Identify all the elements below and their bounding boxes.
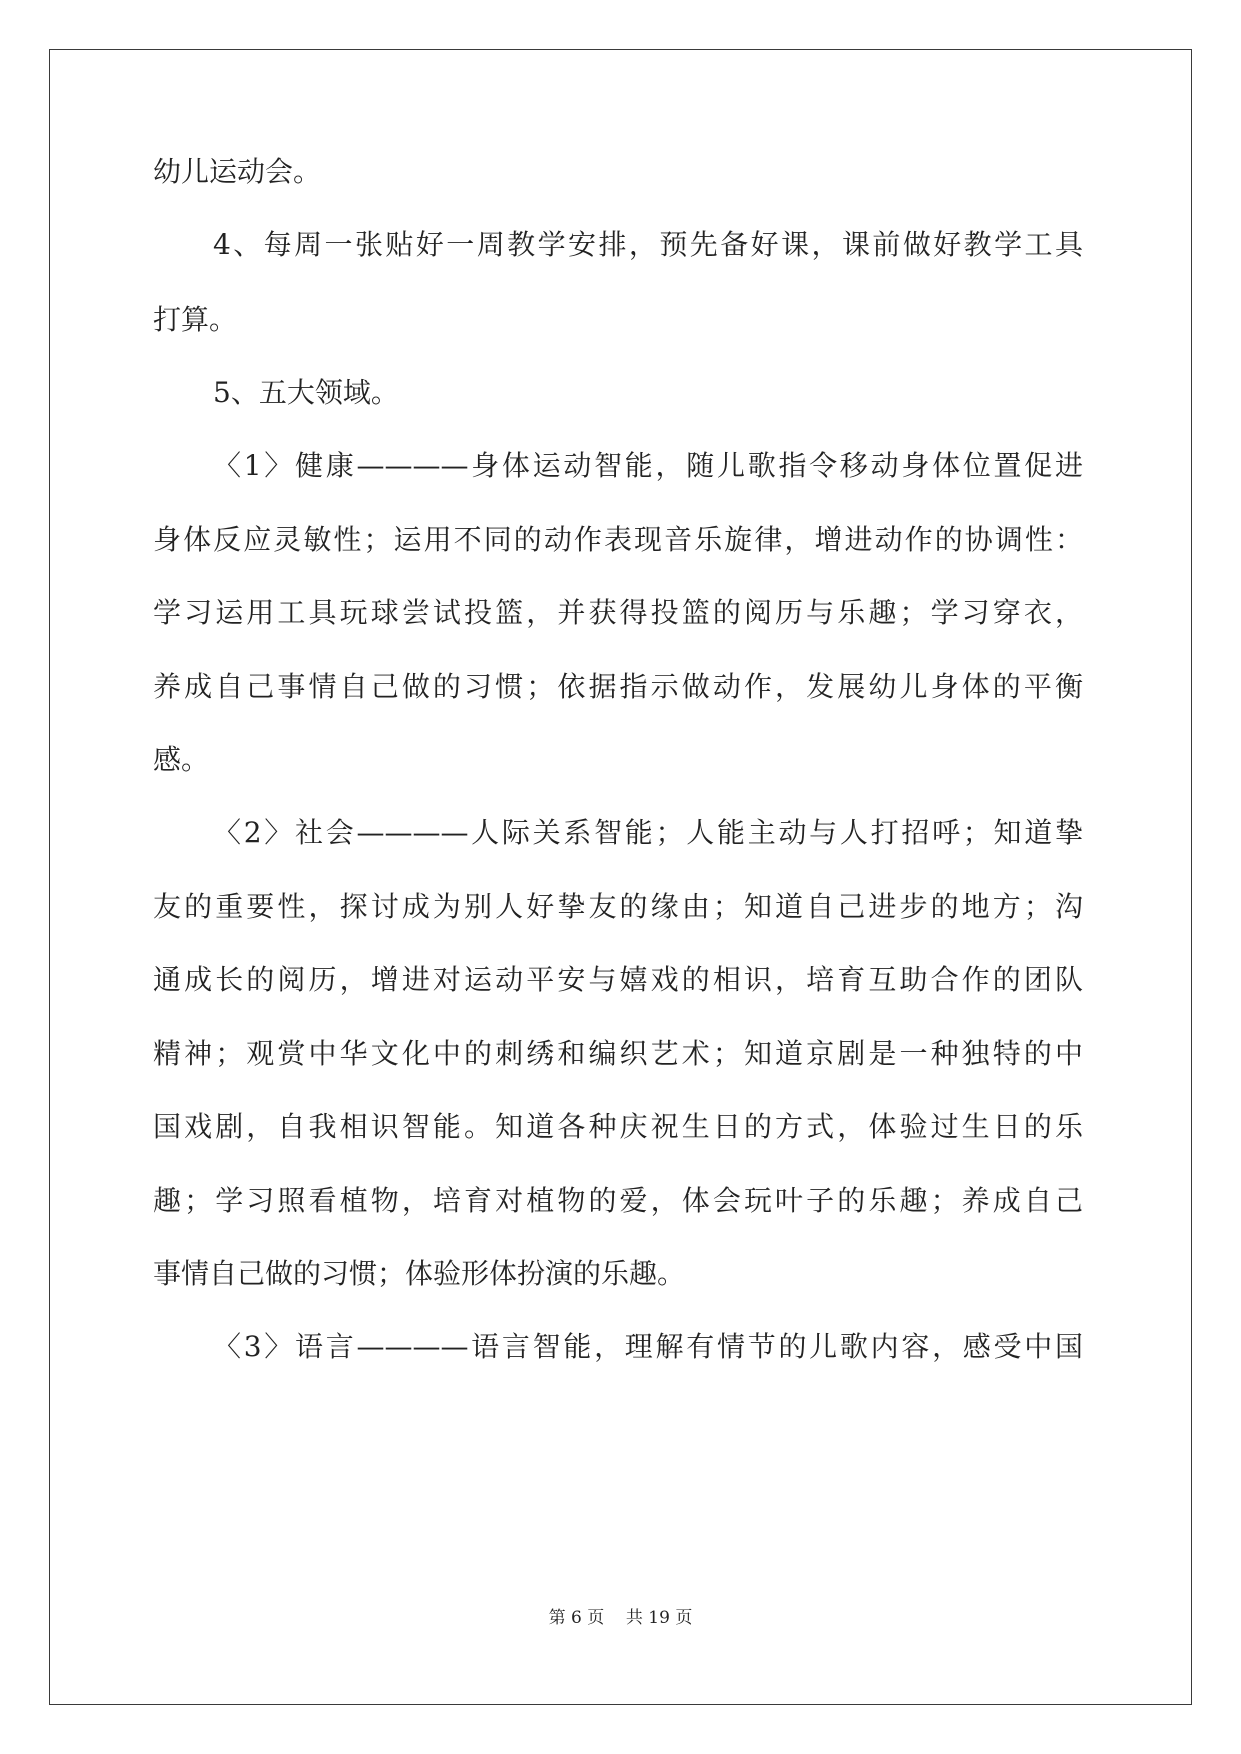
text-line: 4、每周一张贴好一周教学安排，预先备好课，课前做好教学工具 [213,228,1083,261]
text-line: 打算。 [153,303,238,336]
text-line: 友的重要性，探讨成为别人好挚友的缘由；知道自己进步的地方；沟 [153,890,1083,923]
page-footer: 第 6 页 共 19 页 [548,1608,693,1628]
text-line: 国戏剧，自我相识智能。知道各种庆祝生日的方式，体验过生日的乐 [153,1110,1083,1143]
text-line: 〈3〉语言————语言智能，理解有情节的儿歌内容，感受中国 [213,1330,1083,1363]
text-line: 学习运用工具玩球尝试投篮，并获得投篮的阅历与乐趣；学习穿衣， [153,596,1083,629]
text-line: 趣；学习照看植物，培育对植物的爱，体会玩叶子的乐趣；养成自己 [153,1184,1083,1217]
text-line: 〈1〉健康————身体运动智能，随儿歌指令移动身体位置促进 [213,449,1083,482]
text-line: 精神；观赏中华文化中的刺绣和编织艺术；知道京剧是一种独特的中 [153,1037,1083,1070]
text-line: 养成自己事情自己做的习惯；依据指示做动作，发展幼儿身体的平衡 [153,670,1083,703]
text-line: 〈2〉社会————人际关系智能；人能主动与人打招呼；知道挚 [213,816,1083,849]
text-line: 感。 [153,743,210,776]
text-line: 身体反应灵敏性；运用不同的动作表现音乐旋律，增进动作的协调性： [153,523,1083,556]
text-line: 事情自己做的习惯；体验形体扮演的乐趣。 [153,1257,686,1290]
text-line: 5、五大领域。 [213,376,399,409]
text-line: 通成长的阅历，增进对运动平安与嬉戏的相识，培育互助合作的团队 [153,963,1083,996]
text-line: 幼儿运动会。 [153,155,322,188]
